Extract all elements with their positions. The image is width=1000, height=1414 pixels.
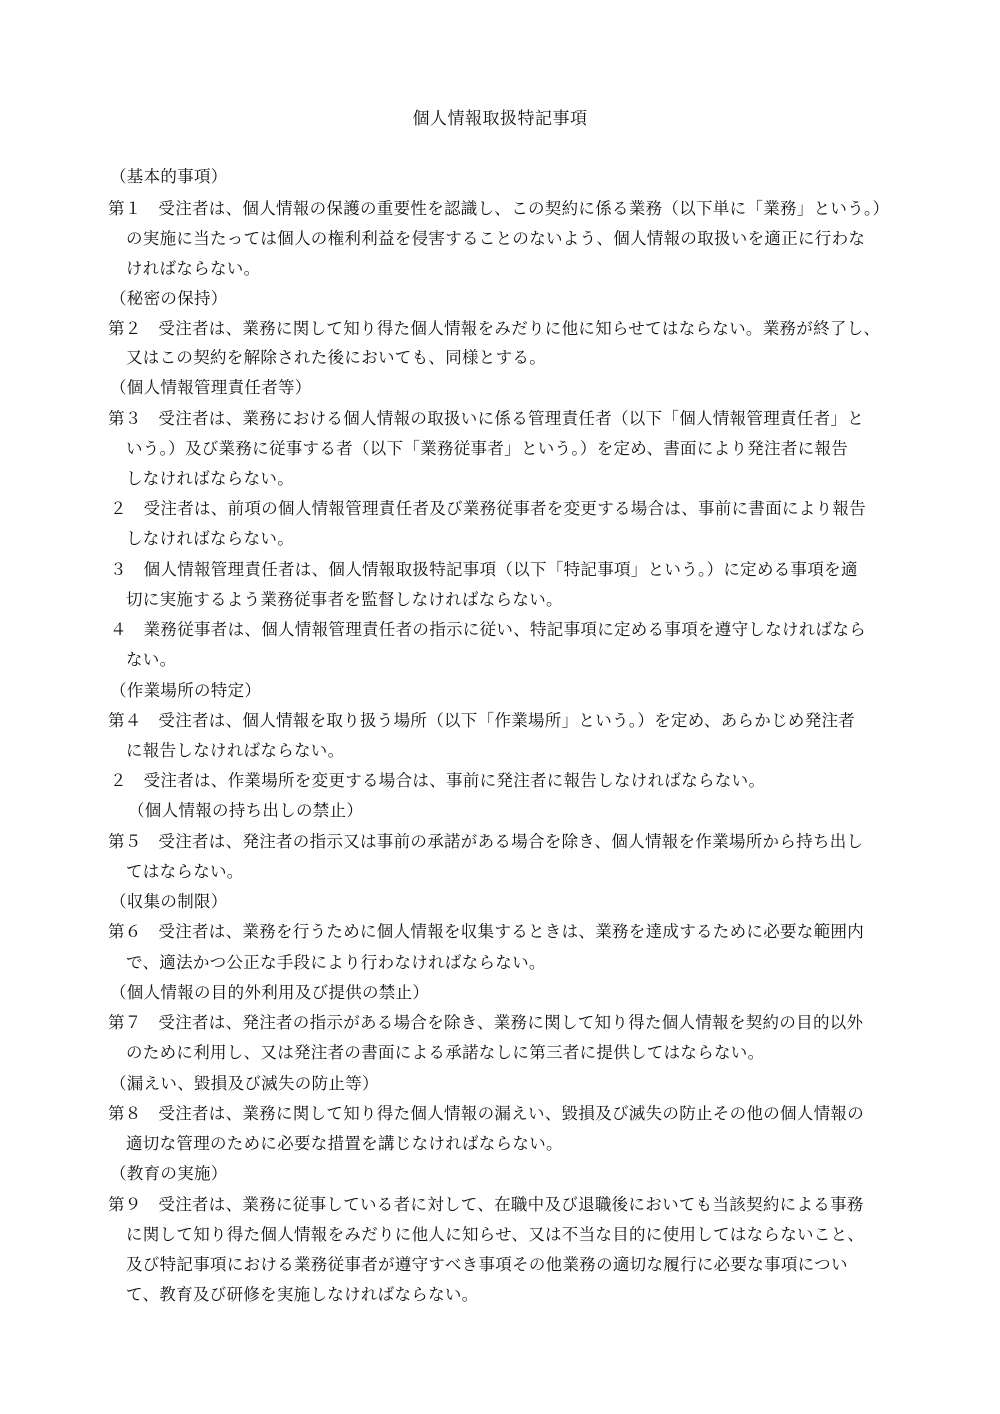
continuation-line: に報告しなければならない。 [126, 741, 345, 760]
article-line: 第３ 受注者は、業務における個人情報の取扱いに係る管理責任者（以下「個人情報管理責任者」と [108, 409, 864, 428]
section-heading: （個人情報管理責任者等） [110, 378, 312, 397]
continuation-line: てはならない。 [126, 862, 244, 881]
article-line: 第４ 受注者は、個人情報を取り扱う場所（以下「作業場所」という。）を定め、あらかじめ発注者 [108, 711, 856, 730]
article-line: 第１ 受注者は、個人情報の保護の重要性を認識し、この契約に係る業務（以下単に「業務」という。） [108, 199, 890, 218]
article-line: 第２ 受注者は、業務に関して知り得た個人情報をみだりに他に知らせてはならない。業務が終了し、 [108, 319, 881, 338]
section-heading: （教育の実施） [110, 1164, 228, 1183]
article-line: 第９ 受注者は、業務に従事している者に対して、在職中及び退職後においても当該契約による事務 [108, 1195, 864, 1214]
continuation-line: 切に実施するよう業務従事者を監督しなければならない。 [126, 590, 563, 609]
continuation-line: の実施に当たっては個人の権利利益を侵害することのないよう、個人情報の取扱いを適正に行わな [126, 229, 866, 248]
paragraph-line: ２ 受注者は、前項の個人情報管理責任者及び業務従事者を変更する場合は、事前に書面により報告 [110, 499, 866, 518]
section-heading: （秘密の保持） [110, 289, 228, 308]
article-line: 第６ 受注者は、業務を行うために個人情報を収集するときは、業務を達成するために必要な範囲内 [108, 922, 864, 941]
article-line: 第８ 受注者は、業務に関して知り得た個人情報の漏えい、毀損及び滅失の防止その他の個人情報の [108, 1104, 864, 1123]
continuation-line: て、教育及び研修を実施しなければならない。 [126, 1285, 479, 1304]
section-heading: （漏えい、毀損及び滅失の防止等） [110, 1074, 379, 1093]
continuation-line: のために利用し、又は発注者の書面による承諾なしに第三者に提供してはならない。 [126, 1043, 765, 1062]
continuation-line: 適切な管理のために必要な措置を講じなければならない。 [126, 1134, 563, 1153]
continuation-line: しなければならない。 [126, 529, 294, 548]
continuation-line: いう。）及び業務に従事する者（以下「業務従事者」という。）を定め、書面により発注者に報告 [126, 439, 849, 458]
section-heading: （収集の制限） [110, 892, 228, 911]
document-title: 個人情報取扱特記事項 [412, 109, 588, 129]
paragraph-line: ２ 受注者は、作業場所を変更する場合は、事前に発注者に報告しなければならない。 [110, 771, 766, 790]
section-heading: （個人情報の目的外利用及び提供の禁止） [110, 983, 430, 1002]
continuation-line: で、適法かつ公正な手段により行わなければならない。 [126, 953, 546, 972]
continuation-line: に関して知り得た個人情報をみだりに他人に知らせ、又は不当な目的に使用してはならないこと、 [126, 1225, 865, 1244]
section-heading: （基本的事項） [110, 167, 228, 186]
section-heading: （作業場所の特定） [110, 681, 262, 700]
article-line: 第５ 受注者は、発注者の指示又は事前の承諾がある場合を除き、個人情報を作業場所から持ち出し [108, 832, 864, 851]
continuation-line: ない。 [126, 650, 177, 669]
continuation-line: 及び特記事項における業務従事者が遵守すべき事項その他業務の適切な履行に必要な事項につい [126, 1255, 848, 1274]
article-line: 第７ 受注者は、発注者の指示がある場合を除き、業務に関して知り得た個人情報を契約の目的以外 [108, 1013, 864, 1032]
continuation-line: しなければならない。 [126, 469, 294, 488]
continuation-line: ければならない。 [126, 259, 261, 278]
paragraph-line: ３ 個人情報管理責任者は、個人情報取扱特記事項（以下「特記事項」という。）に定める事項を適 [110, 560, 858, 579]
continuation-line: 又はこの契約を解除された後においても、同様とする。 [126, 348, 546, 367]
paragraph-line: ４ 業務従事者は、個人情報管理責任者の指示に従い、特記事項に定める事項を遵守しなければなら [110, 620, 866, 639]
section-heading: （個人情報の持ち出しの禁止） [128, 801, 364, 820]
